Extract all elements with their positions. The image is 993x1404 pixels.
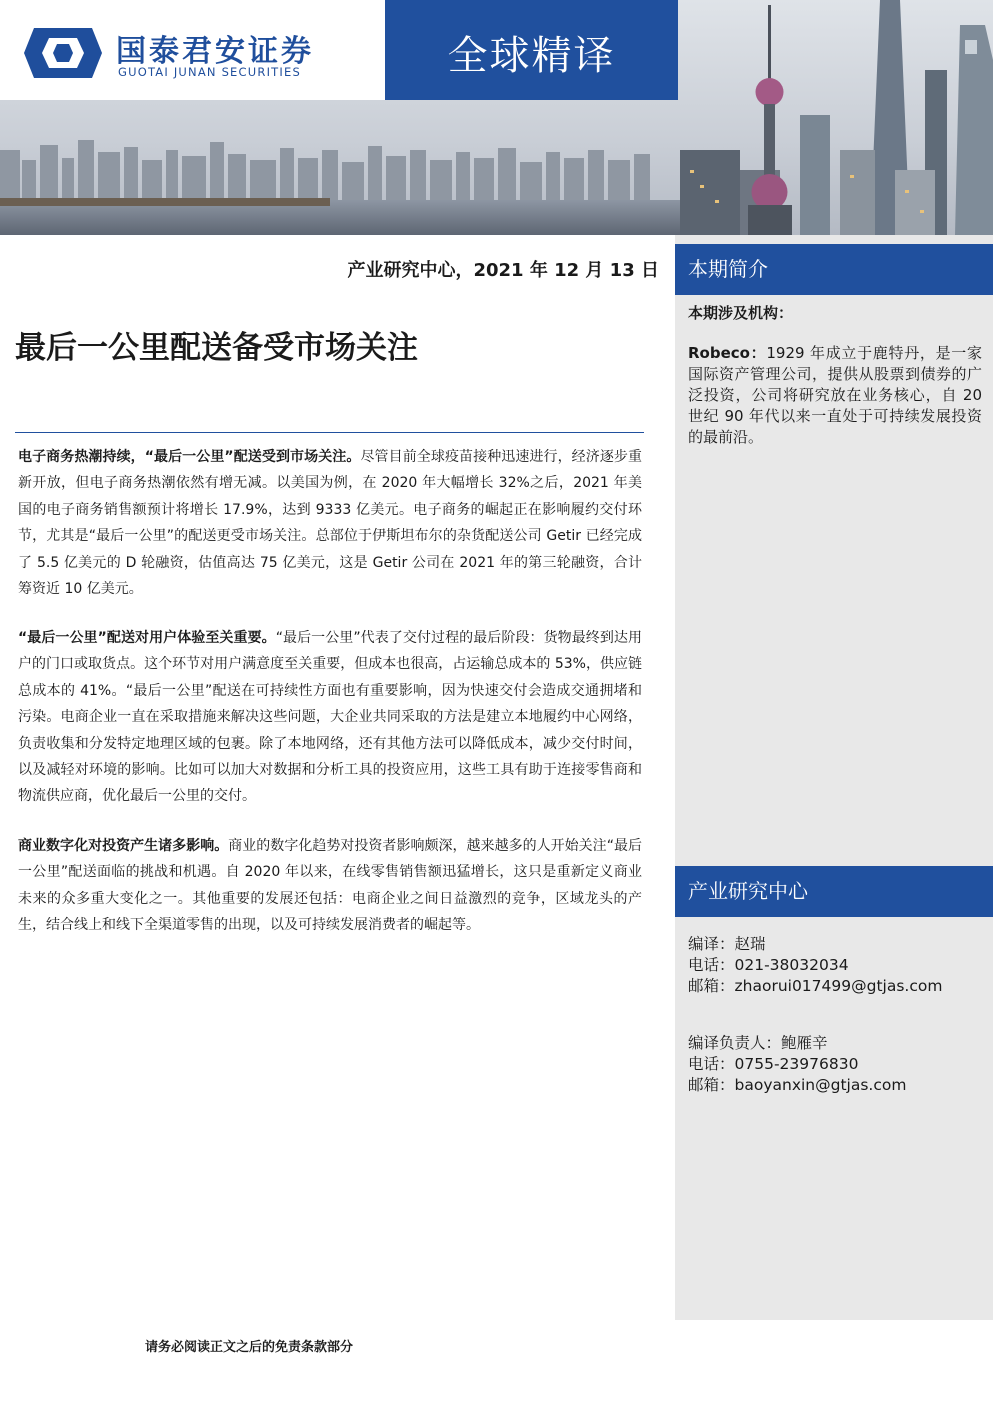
footer-disclaimer: 请务必阅读正文之后的免责条款部分 [145, 1340, 354, 1355]
paragraph-1-lead: 电子商务热潮持续，“最后一公里”配送受到市场关注。 [18, 449, 361, 465]
dateline: 产业研究中心，2021 年 12 月 13 日 [347, 260, 659, 281]
editor-email[interactable]: 邮箱：baoyanxin@gtjas.com [688, 1076, 907, 1094]
editor-name: 编译负责人：鲍雁辛 [688, 1034, 828, 1052]
translator-phone: 电话：021-38032034 [688, 956, 849, 974]
paragraph-2 [18, 625, 642, 810]
paragraph-1-body: 尽管目前全球疫苗接种迅速进行，经济逐步重新开放，但电子商务热潮依然有增无减。以美国为例，在 2020 年大幅增长 32%之后，2021 年美国的电子商务销售额预计将增长 17.9%，达到 9333 亿美元。电子商务的崛起正在影响履约交付环节，尤其是“最后一公里”的配送更受市场关注。总部位于伊斯坦布尔的杂货配送公司 Getir 已经完成了 5.5 亿美元的 D 轮融资，估值高达 75 亿美元，这是 Getir 公司在 2021 年的第三轮融资，合计筹资近 10 亿美元。 [18, 449, 643, 598]
paragraph-2-body: “最后一公里”代表了交付过程的最后阶段：货物最终到达用户的门口或取货点。这个环节对用户满意度至关重要，但成本也很高，占运输总成本的 53%，供应链总成本的 41%。“最后一公里”配送在可持续性方面也有重要影响，因为快速交付会造成交通拥堵和污染。电商企业一直在采取措施来解决这些问题，大企业共同采取的方法是建立本地履约中心网络，负责收集和分发特定地理区域的包裹。除了本地网络，还有其他方法可以降低成本，减少交付时间，以及减轻对环境的影响。比如可以加大对数据和分析工具的投资应用，这些工具有助于连接零售商和物流供应商，优化最后一公里的交付。 [18, 630, 642, 805]
translator-name: 编译：赵瑞 [688, 935, 766, 953]
article-title: 最后一公里配送备受市场关注 [15, 330, 418, 366]
editor-phone: 电话：0755-23976830 [688, 1055, 859, 1073]
paragraph-3 [18, 833, 642, 939]
header-banner [0, 0, 993, 235]
logo-area [0, 0, 385, 100]
paragraph-2-lead: “最后一公里”配送对用户体验至关重要。 [18, 630, 276, 646]
paragraph-3-lead: 商业数字化对投资产生诸多影响。 [18, 838, 229, 854]
title-divider [15, 432, 644, 433]
institution-description [688, 343, 982, 448]
research-center-heading: 产业研究中心 [675, 866, 993, 917]
translator-email[interactable]: 邮箱：zhaorui017499@gtjas.com [688, 977, 943, 995]
institution-name: Robeco： [688, 344, 767, 362]
institutions-label: 本期涉及机构： [688, 304, 794, 322]
institution-text: 1929 年成立于鹿特丹，是一家国际资产管理公司，提供从股票到债券的广泛投资，公司将研究放在业务核心，自 20 世纪 90 年代以来一直处于可持续发展投资的最前沿。 [688, 344, 982, 446]
logo-chinese-name: 国泰君安证券 [116, 34, 314, 69]
intro-heading: 本期简介 [675, 244, 993, 295]
series-title-box [385, 0, 678, 100]
company-logo-icon [24, 28, 102, 78]
logo-english-name: GUOTAI JUNAN SECURITIES [118, 65, 301, 79]
paragraph-3-body: 商业的数字化趋势对投资者影响颇深，越来越多的人开始关注“最后一公里”配送面临的挑战和机遇。自 2020 年以来，在线零售销售额迅猛增长，这只是重新定义商业未来的众多重大变化之一。其他重要的发展还包括：电商企业之间日益激烈的竞争，区域龙头的产生，结合线上和线下全渠道零售的出现，以及可持续发展消费者的崛起等。 [18, 838, 642, 934]
paragraph-1 [18, 444, 642, 602]
series-title: 全球精译 [447, 33, 616, 79]
